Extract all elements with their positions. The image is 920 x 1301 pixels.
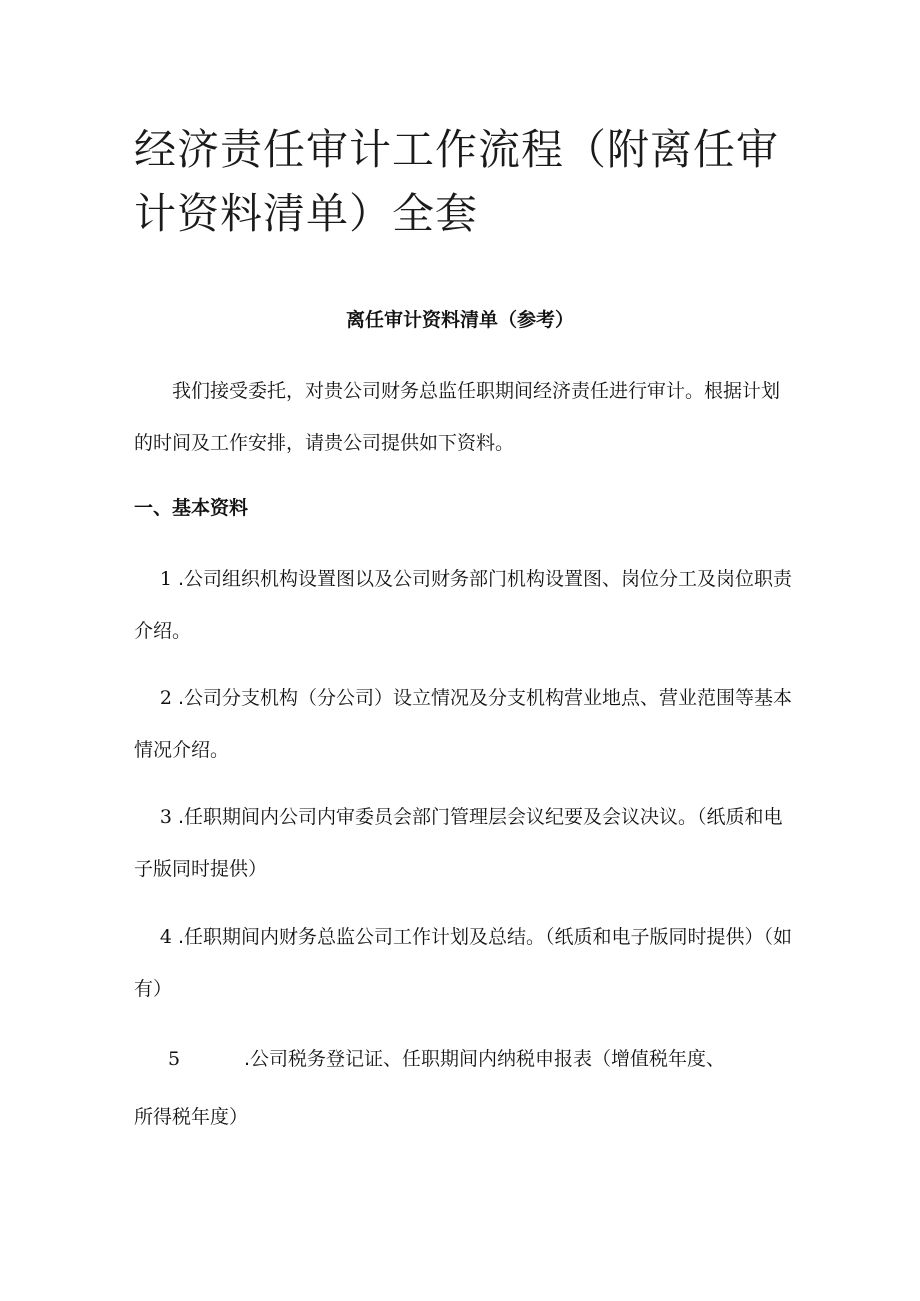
item-number: 5 <box>168 1048 181 1070</box>
intro-paragraph: 我们接受委托，对贵公司财务总监任职期间经济责任进行审计。根据计划的时间及工作安排，请贵公司提供如下资料。 <box>134 380 781 454</box>
list-subtitle: 离任审计资料清单（参考） <box>345 309 574 331</box>
item-number: 1 <box>159 568 172 590</box>
list-item <box>134 911 794 1015</box>
item-number: 2 <box>159 687 172 709</box>
item-text-continuation: 所得税年度） <box>134 1106 249 1128</box>
list-item <box>134 791 794 895</box>
item-number: 4 <box>159 926 172 948</box>
item-text: .任职期间内财务总监公司工作计划及总结。（纸质和电子版同时提供）（如有） <box>134 926 793 1000</box>
item-text: .公司分支机构（分公司）设立情况及分支机构营业地点、营业范围等基本情况介绍。 <box>134 687 793 761</box>
list-item <box>134 553 794 657</box>
item-text: .公司组织机构设置图以及公司财务部门机构设置图、岗位分工及岗位职责介绍。 <box>134 568 793 642</box>
section-heading-basic: 一、基本资料 <box>134 497 249 519</box>
document-title: 经济责任审计工作流程（附离任审计资料清单）全套 <box>134 125 780 238</box>
item-text: .公司税务登记证、任职期间内纳税申报表（增值税年度、 <box>244 1048 726 1070</box>
list-item <box>134 672 794 776</box>
list-item <box>134 1031 794 1145</box>
item-text: .任职期间内公司内审委员会部门管理层会议纪要及会议决议。（纸质和电子版同时提供） <box>134 806 783 880</box>
item-number: 3 <box>159 806 172 828</box>
